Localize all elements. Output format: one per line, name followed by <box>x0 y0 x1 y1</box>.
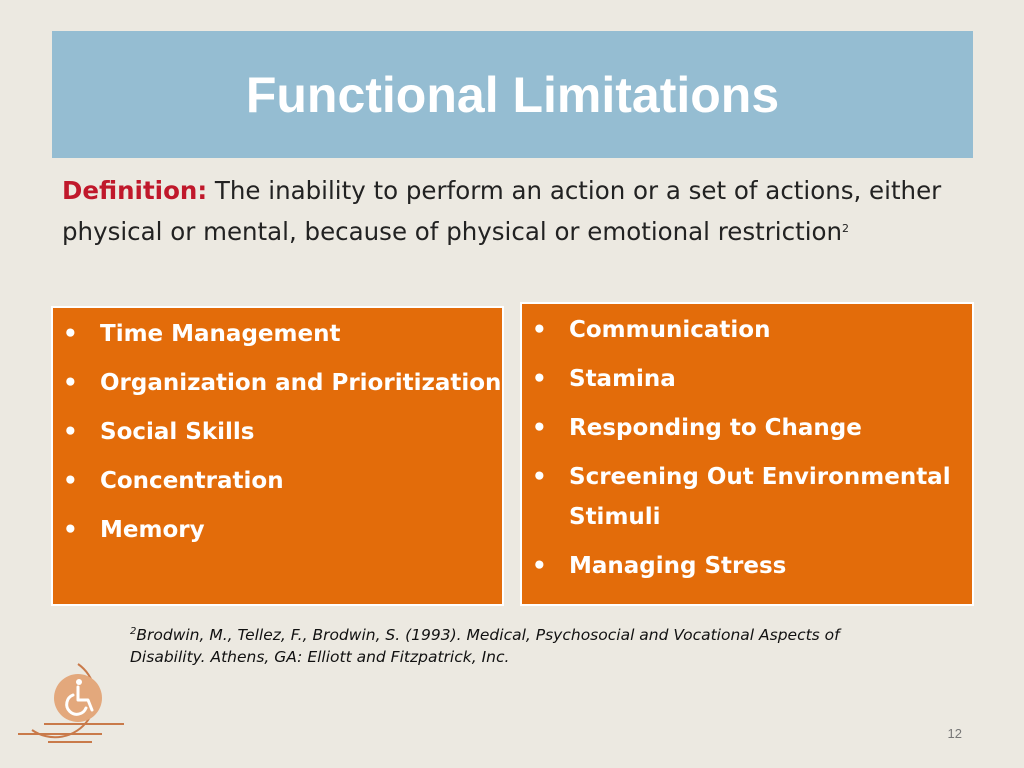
bullet-icon: • <box>63 370 78 396</box>
list-item <box>53 363 502 403</box>
citation-footnote-marker: 2 <box>130 626 137 637</box>
list-item-label: Organization and Prioritization <box>100 370 502 396</box>
bullet-icon: • <box>532 317 547 343</box>
definition-label: Definition: <box>62 176 208 205</box>
bullet-icon: • <box>63 468 78 494</box>
definition-text: The inability to perform an action or a set of actions, either physical or mental, because of physical or emotional restriction <box>62 176 942 246</box>
list-item-label: Concentration <box>100 468 284 494</box>
list-item <box>53 461 502 501</box>
left-limitations-list <box>53 308 502 550</box>
list-item-label: Memory <box>100 517 205 543</box>
definition-footnote-marker: 2 <box>842 222 850 235</box>
list-item-label: Managing Stress <box>569 553 787 579</box>
list-item <box>53 314 502 354</box>
left-limitations-box <box>51 306 504 606</box>
citation <box>130 624 910 668</box>
list-item <box>522 408 972 448</box>
list-item-label: Communication <box>569 317 771 343</box>
bullet-icon: • <box>532 464 547 490</box>
logo <box>18 660 138 750</box>
list-item <box>522 359 972 399</box>
definition-paragraph <box>62 170 962 252</box>
list-item-label: Screening Out Environmental Stimuli <box>569 464 951 530</box>
right-limitations-list <box>522 304 972 586</box>
list-item <box>522 546 972 586</box>
list-item <box>522 457 972 537</box>
bullet-icon: • <box>63 517 78 543</box>
bullet-icon: • <box>532 553 547 579</box>
wheelchair-icon <box>18 660 138 750</box>
list-item-label: Social Skills <box>100 419 255 445</box>
bullet-icon: • <box>63 321 78 347</box>
bullet-icon: • <box>63 419 78 445</box>
list-item <box>522 310 972 350</box>
list-item-label: Time Management <box>100 321 341 347</box>
list-item <box>53 510 502 550</box>
list-item <box>53 412 502 452</box>
title-bar <box>52 31 973 158</box>
bullet-icon: • <box>532 415 547 441</box>
citation-text: Brodwin, M., Tellez, F., Brodwin, S. (1993). Medical, Psychosocial and Vocational Aspects of Disability. Athens, GA: Elliott and Fitzpatrick, Inc. <box>130 626 840 666</box>
list-item-label: Stamina <box>569 366 676 392</box>
right-limitations-box <box>520 302 974 606</box>
list-item-label: Responding to Change <box>569 415 862 441</box>
slide-title: Functional Limitations <box>245 66 780 123</box>
bullet-icon: • <box>532 366 547 392</box>
page-number: 12 <box>947 726 962 741</box>
